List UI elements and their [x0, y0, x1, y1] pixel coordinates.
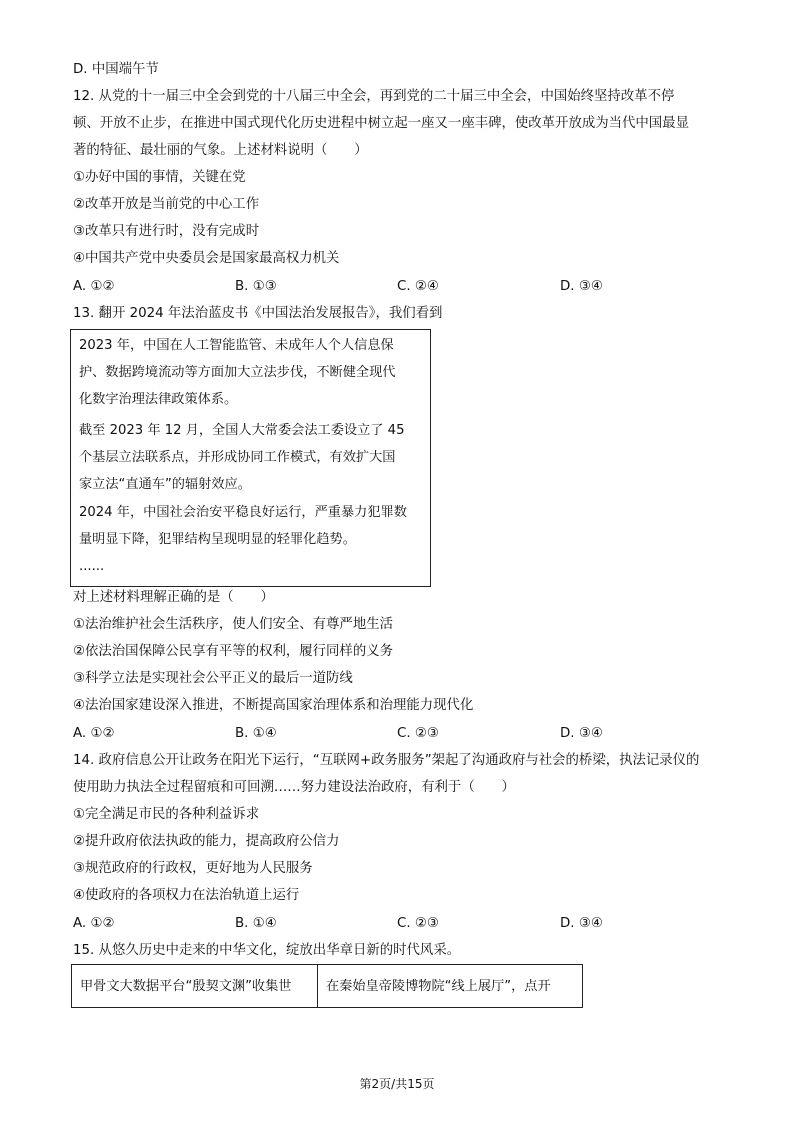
question-14-statement-3: ③规范政府的行政权，更好地为人民服务	[73, 861, 313, 876]
material-line: 2023 年，中国在人工智能监管、未成年人个人信息保	[79, 338, 394, 353]
table-cell: 甲骨文大数据平台“殷契文渊”收集世	[72, 965, 318, 1007]
question-13-statement-4: ④法治国家建设深入推进，不断提高国家治理体系和治理能力现代化	[73, 698, 474, 713]
question-13-statement-1: ①法治维护社会生活秩序，使人们安全、有尊严地生活	[73, 617, 393, 632]
option-c[interactable]: C. ②④	[397, 279, 439, 294]
option-b[interactable]: B. ①③	[235, 279, 277, 294]
option-a[interactable]: A. ①②	[73, 726, 115, 741]
question-12-statement-3: ③改革只有进行时，没有完成时	[73, 224, 260, 239]
question-12-statement-4: ④中国共产党中央委员会是国家最高权力机关	[73, 251, 340, 266]
option-b[interactable]: B. ①④	[235, 726, 277, 741]
question-12-statement-1: ①办好中国的事情，关键在党	[73, 170, 246, 185]
material-line: 家立法“直通车”的辐射效应。	[79, 477, 251, 492]
material-line: 护、数据跨境流动等方面加大立法步伐，不断健全现代	[79, 365, 396, 380]
option-d[interactable]: D. ③④	[560, 279, 603, 294]
question-12-options	[73, 278, 733, 296]
option-a[interactable]: A. ①②	[73, 916, 115, 931]
question-13-statement-3: ③科学立法是实现社会公平正义的最后一道防线	[73, 671, 353, 686]
question-14-statement-4: ④使政府的各项权力在法治轨道上运行	[73, 888, 300, 903]
material-line: 2024 年，中国社会治安平稳良好运行，严重暴力犯罪数	[79, 505, 407, 520]
question-14-stem: 14. 政府信息公开让政务在阳光下运行，“互联网+政务服务”架起了沟通政府与社会的桥梁，执法记录仪的	[73, 753, 700, 768]
material-line: 化数字治理法律政策体系。	[79, 392, 238, 407]
option-c[interactable]: C. ②③	[397, 916, 439, 931]
material-box	[70, 329, 431, 587]
question-12-statement-2: ②改革开放是当前党的中心工作	[73, 197, 260, 212]
table-cell: 在秦始皇帝陵博物院“线上展厅”，点开	[326, 979, 551, 994]
text-line: D. 中国端午节	[73, 62, 159, 77]
question-12-stem: 12. 从党的十一届三中全会到党的十八届三中全会，再到党的二十届三中全会，中国始终坚持改革不停	[73, 89, 675, 104]
option-d[interactable]: D. ③④	[560, 916, 603, 931]
page-footer: 第2页/共15页	[359, 1077, 435, 1091]
question-12-stem: 著的特征、最壮丽的气象。上述材料说明（ ）	[73, 143, 368, 158]
question-12-stem: 顿、开放不止步，在推进中国式现代化历史进程中树立起一座又一座丰碑，使改革开放成为当代中国最显	[73, 116, 689, 131]
material-line: 量明显下降，犯罪结构呈现明显的轻罪化趋势。	[79, 532, 356, 547]
question-14-stem: 使用助力执法全过程留痕和可回溯……努力建设法治政府，有利于（ ）	[73, 780, 515, 795]
question-14-statement-2: ②提升政府依法执政的能力，提高政府公信力	[73, 834, 340, 849]
option-c[interactable]: C. ②③	[397, 726, 439, 741]
material-line: 个基层立法联系点，并形成协同工作模式，有效扩大国	[79, 450, 396, 465]
material-ellipsis: ......	[79, 559, 105, 574]
question-14-options	[73, 915, 733, 933]
option-d[interactable]: D. ③④	[560, 726, 603, 741]
question-14-statement-1: ①完全满足市民的各种利益诉求	[73, 807, 260, 822]
question-15-stem: 15. 从悠久历史中走来的中华文化，绽放出华章日新的时代风采。	[73, 943, 461, 958]
material-line: 截至 2023 年 12 月，全国人大常委会法工委设立了 45	[79, 423, 405, 438]
question-13-stem: 13. 翻开 2024 年法治蓝皮书《中国法治发展报告》，我们看到	[73, 306, 443, 321]
question-13-prompt: 对上述材料理解正确的是（ ）	[73, 590, 274, 605]
question-15-table	[71, 964, 583, 1008]
question-13-statement-2: ②依法治国保障公民享有平等的权利，履行同样的义务	[73, 644, 393, 659]
question-13-options	[73, 725, 733, 743]
option-b[interactable]: B. ①④	[235, 916, 277, 931]
option-a[interactable]: A. ①②	[73, 279, 115, 294]
